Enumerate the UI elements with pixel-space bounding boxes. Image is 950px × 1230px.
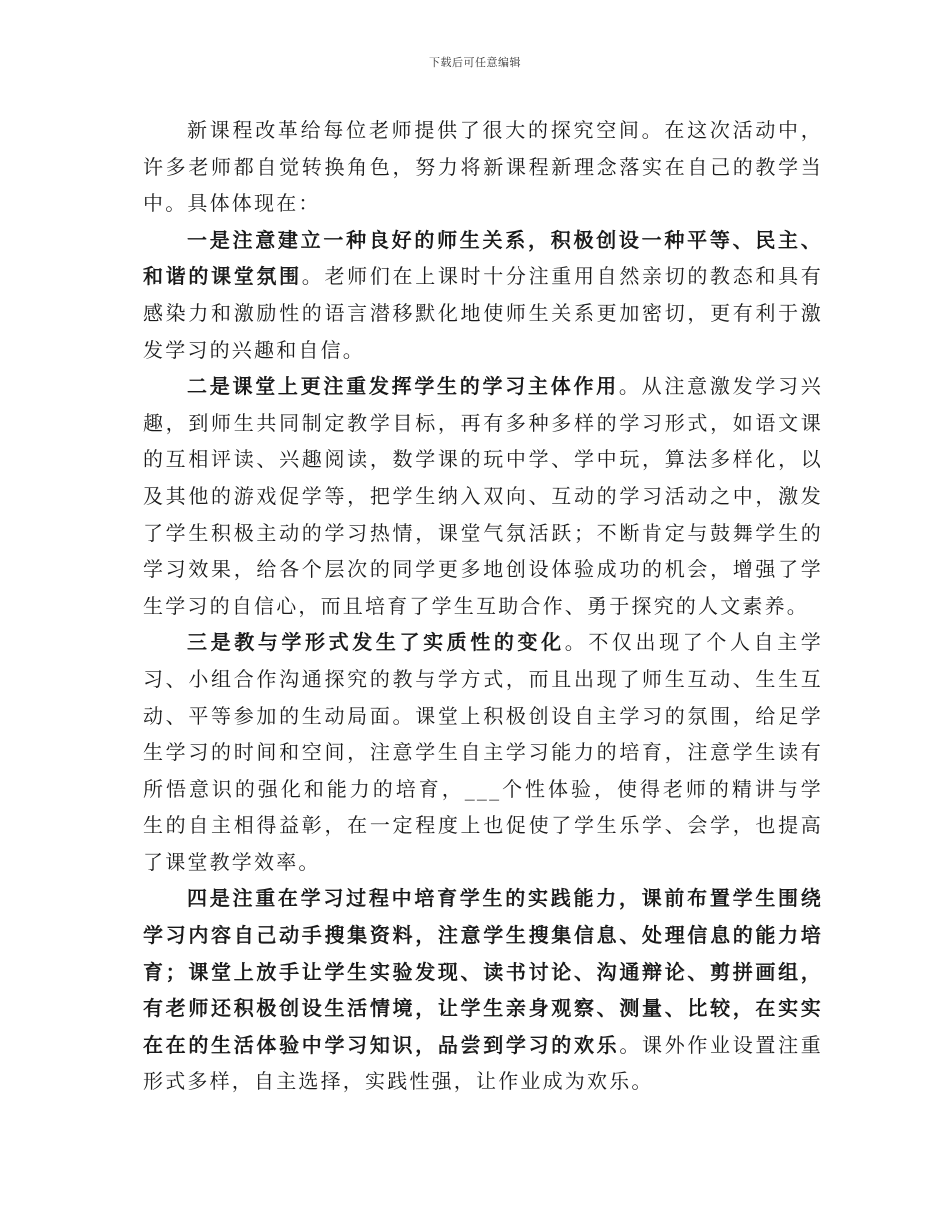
paragraph-bold-lead: 一是注意建立一种良好的师生关系，积极创设一种平等、民主、和谐的课堂氛围 xyxy=(143,227,823,289)
paragraph-bold-lead: 三是教与学形式发生了实质性的变化 xyxy=(187,630,565,655)
paragraph-point-1 xyxy=(143,222,823,368)
paragraph-text: 。不仅出现了个人自主学习、小组合作沟通探究的教与学方式，而且出现了师生互动、生生互动、平等参加的生动局面。课堂上积极创设自主学习的氛围，给足学生学习的时间和空间，注意学生自主学习能力的培育，注意学生读有所悟意识的强化和能力的培育，___个性体验，使得老师的精讲与学生的自主相得益彰，在一定程度上也促使了学生乐学、会学，也提高了课堂教学效率。 xyxy=(143,630,823,874)
paragraph-point-2 xyxy=(143,368,823,624)
document-body xyxy=(143,112,823,1100)
paragraph-bold-lead: 二是课堂上更注重发挥学生的学习主体作用 xyxy=(187,374,619,399)
paragraph-text: 。课外作业设置注重形式多样，自主选择，实践性强，让作业成为欢乐。 xyxy=(143,1032,823,1094)
page-header: 下载后可任意编辑 xyxy=(429,56,521,69)
paragraph-intro xyxy=(143,112,823,222)
paragraph-text: 新课程改革给每位老师提供了很大的探究空间。在这次活动中，许多老师都自觉转换角色，努力将新课程新理念落实在自己的教学当中。具体体现在： xyxy=(143,118,823,216)
paragraph-text: 。从注意激发学习兴趣，到师生共同制定教学目标，再有多种多样的学习形式，如语文课的互相评读、兴趣阅读，数学课的玩中学、学中玩，算法多样化，以及其他的游戏促学等，把学生纳入双向、互动的学习活动之中，激发了学生积极主动的学习热情，课堂气氛活跃；不断肯定与鼓舞学生的学习效果，给各个层次的同学更多地创设体验成功的机会，增强了学生学习的自信心，而且培育了学生互助合作、勇于探究的人文素养。 xyxy=(143,374,823,618)
paragraph-text: 。老师们在上课时十分注重用自然亲切的教态和具有感染力和激励性的语言潜移默化地使师生关系更加密切，更有利于激发学习的兴趣和自信。 xyxy=(143,264,823,362)
paragraph-bold-lead: 四是注重在学习过程中培育学生的实践能力，课前布置学生围绕学习内容自己动手搜集资料，注意学生搜集信息、处理信息的能力培育；课堂上放手让学生实验发现、读书讨论、沟通辩论、剪拼画组，有老师还积极创设生活情境，让学生亲身观察、测量、比较，在实实在在的生活体验中学习知识，品尝到学习的欢乐 xyxy=(143,886,823,1057)
paragraph-point-4 xyxy=(143,880,823,1100)
paragraph-point-3 xyxy=(143,624,823,880)
